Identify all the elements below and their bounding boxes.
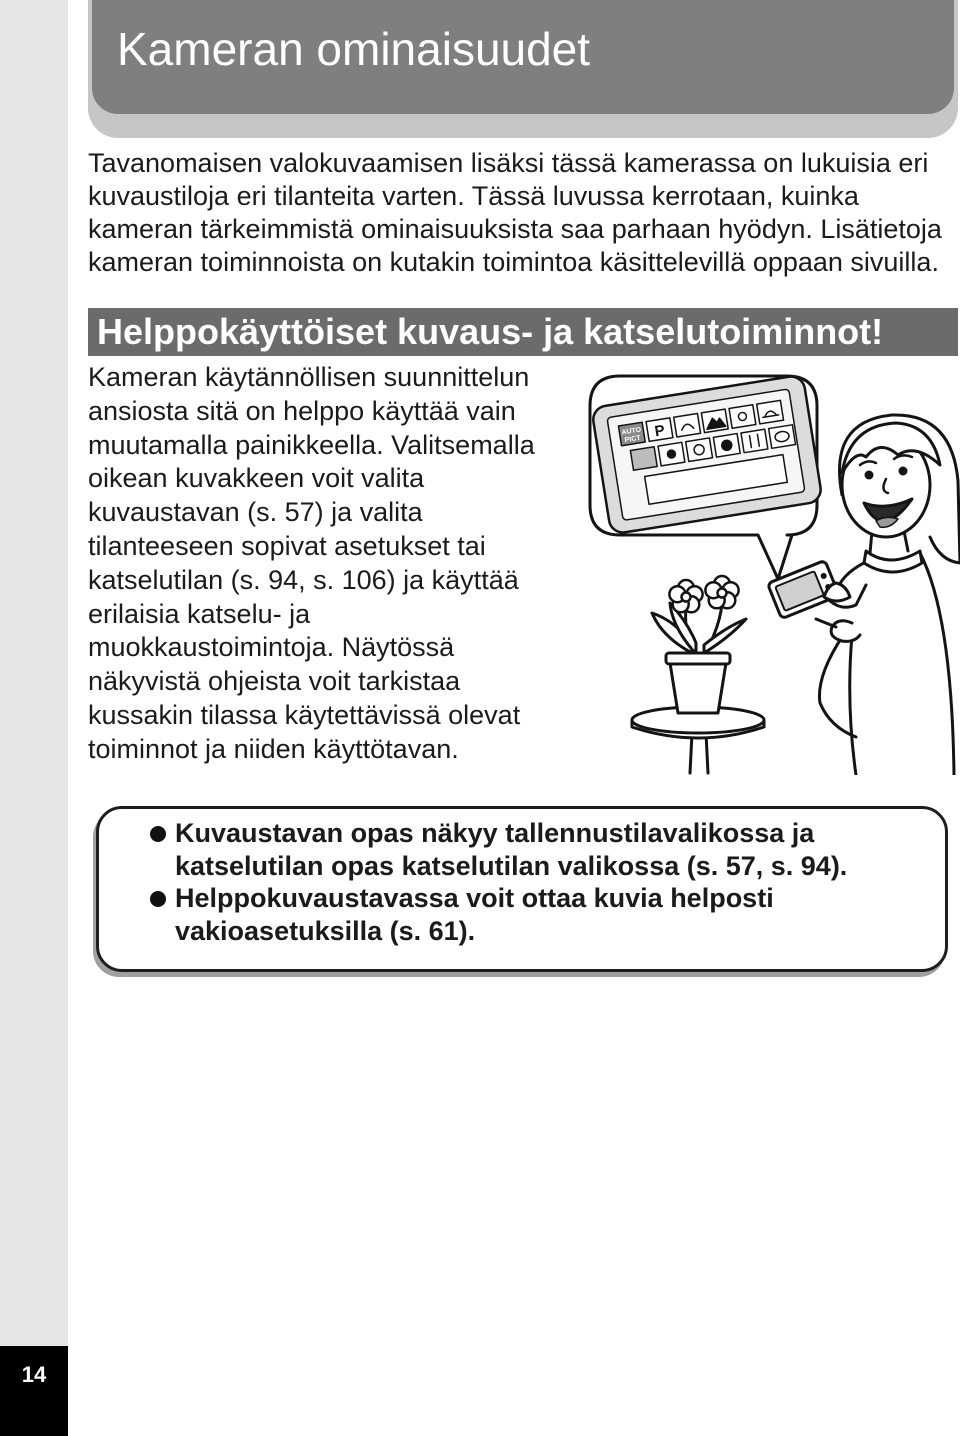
section-body-text — [88, 361, 535, 767]
side-table — [632, 707, 764, 773]
tip-line: vakioasetuksilla (s. 61). — [175, 915, 476, 946]
camera-user-illustration — [580, 365, 960, 775]
bullet-dot — [150, 891, 166, 907]
chapter-header — [88, 0, 958, 138]
leaf — [704, 619, 746, 653]
tip-line: katselutilan opas katselutilan valikossa (s. 57, s. 94). — [175, 850, 848, 881]
night-symbol — [667, 450, 676, 459]
flower-pot — [670, 663, 726, 713]
body-line: tilanteeseen sopivat asetukset tai — [88, 530, 486, 561]
portrait-icon — [674, 414, 701, 438]
chapter-header-band — [92, 0, 954, 114]
tip-line: Kuvaustavan opas näkyy tallennustilavalikossa ja — [175, 818, 815, 848]
intro-paragraph — [88, 147, 942, 279]
body-line: muutamalla painikkeella. Valitsemalla — [88, 429, 535, 460]
eye — [900, 468, 906, 474]
program-mode-label: P — [653, 421, 666, 441]
intro-line: kameran tärkeimmistä ominaisuuksista saa parhaan hyödyn. Lisätietoja — [88, 214, 942, 244]
body-line: oikean kuvakkeen voit valita — [88, 463, 425, 494]
sunset-icon — [757, 400, 784, 424]
illustration-linework — [590, 375, 960, 775]
turtleneck-collar — [864, 551, 922, 572]
auto-pict-label: PICT — [624, 434, 642, 445]
pet-icon — [686, 438, 713, 462]
scene-icon — [630, 447, 657, 471]
intro-line: kuvaustiloja eri tilanteita varten. Tässä luvussa kerrotaan, kuinka — [88, 181, 859, 211]
frame-icon — [769, 425, 796, 449]
bullet-dot — [150, 826, 166, 842]
flower-pot-plant — [652, 576, 746, 713]
body-line: muokkaustoimintoja. Näytössä — [88, 632, 455, 663]
body-line: toiminnot ja niiden käyttötavan. — [88, 733, 459, 764]
auto-pict-label: AUTO — [621, 426, 642, 437]
eye — [866, 472, 872, 478]
body-line: kussakin tilassa käytettävissä olevat — [88, 699, 521, 730]
tip-list — [175, 817, 847, 947]
flower-head — [669, 580, 702, 612]
body-line: ansiosta sitä on helppo käyttää vain — [88, 395, 516, 426]
torso-outline — [850, 635, 856, 775]
flower-pot-rim — [666, 653, 730, 664]
body-line: Kameran käytännöllisen suunnittelun — [88, 362, 530, 392]
chapter-title: Kameran ominaisuudet — [117, 23, 591, 75]
torso-outline — [920, 553, 954, 775]
finger — [816, 619, 836, 627]
hand-pointing — [831, 621, 860, 642]
body-line: katselutilan (s. 94, s. 106) ja käyttää — [88, 564, 519, 595]
kids-symbol — [721, 440, 732, 451]
body-line: erilaisia katselu- ja — [88, 598, 311, 629]
flower-center — [682, 593, 691, 602]
flower-head — [705, 576, 738, 608]
tip-item — [175, 817, 847, 882]
flower-center — [718, 589, 727, 598]
food-icon — [741, 429, 768, 453]
body-line: näkyvistä ohjeista voit tarkistaa — [88, 666, 461, 697]
section-heading: Helppokäyttöiset kuvaus- ja katselutoiminnot! — [97, 311, 884, 352]
section-heading-bar — [88, 308, 958, 356]
intro-line: Tavanomaisen valokuvaamisen lisäksi tässä kamerassa on lukuisia eri — [88, 148, 929, 178]
body-line: kuvaustavan (s. 57) ja valita — [88, 497, 423, 528]
intro-line: kameran toiminnoista on kutakin toimintoa käsittelevillä oppaan sivuilla. — [88, 247, 939, 277]
side-margin-strip — [0, 0, 68, 1436]
tip-item — [175, 882, 847, 947]
tip-line: Helppokuvaustavassa voit ottaa kuvia helposti — [175, 883, 774, 913]
flower-mode-icon — [729, 405, 756, 429]
page-number: 14 — [0, 1346, 68, 1436]
